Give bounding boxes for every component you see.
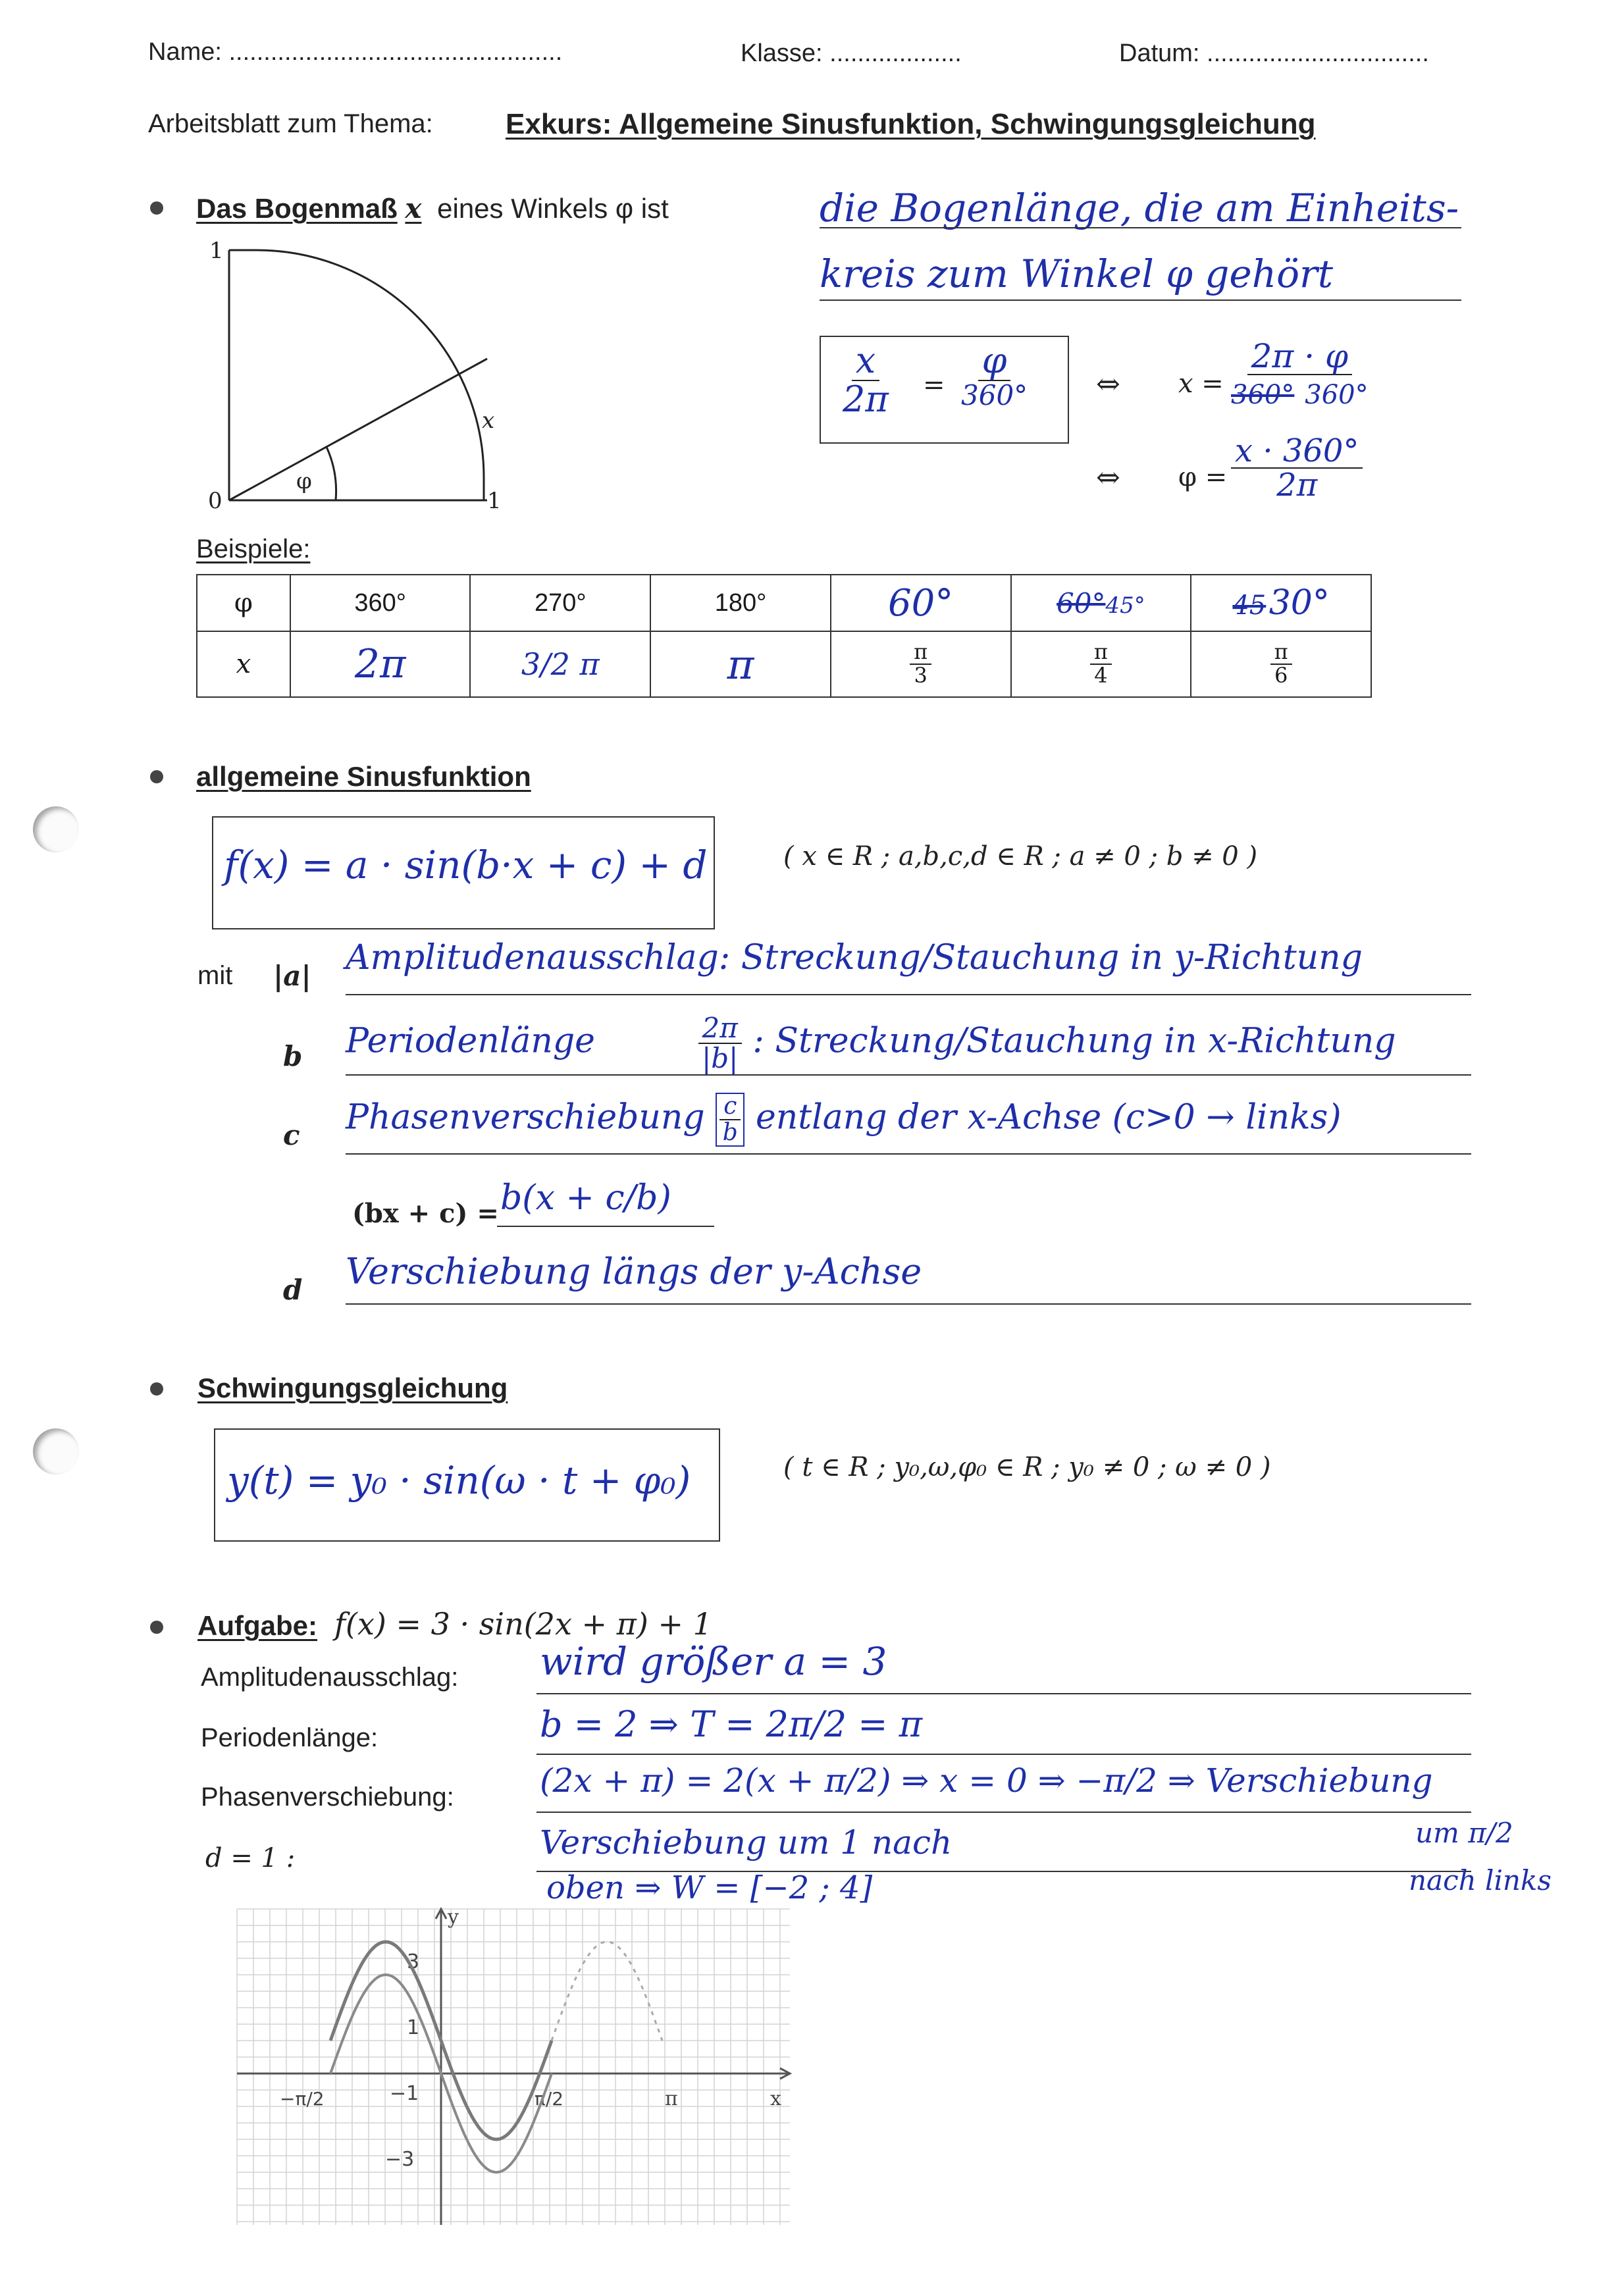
table-cell-phi-6[interactable]: 45 30° bbox=[1191, 575, 1371, 631]
mit-label: mit bbox=[197, 961, 233, 990]
proportion-fraction-right bbox=[961, 342, 1028, 410]
equiv-arrow-1: ⇔ bbox=[1096, 367, 1120, 401]
proportion-num-left: x bbox=[852, 342, 879, 381]
x-equals-label: x = bbox=[1178, 369, 1224, 399]
param-b-fraction: $\frac{2\pi}{|b|}$ bbox=[698, 1014, 742, 1073]
figure-quarter-arc bbox=[257, 250, 484, 500]
graph-tick-ym3: −3 bbox=[385, 2148, 415, 2171]
aufgabe-answer-amplitude: wird größer a = 3 bbox=[540, 1639, 887, 1684]
aufgabe-answer-d-line2: oben ⇒ W = [−2 ; 4] bbox=[546, 1869, 873, 1906]
figure-label-one-top: 1 bbox=[209, 238, 224, 264]
graph-tick-ym1: −1 bbox=[390, 2082, 419, 2105]
graph-axis-y-label: y bbox=[448, 1906, 459, 1929]
topic-title: Exkurs: Allgemeine Sinusfunktion, Schwingungsgleichung bbox=[506, 108, 1316, 140]
datum-field[interactable]: Datum: ................................ bbox=[1119, 39, 1429, 67]
schwingung-domain: ( t ∈ R ; y₀,ω,φ₀ ∈ R ; y₀ ≠ 0 ; ω ≠ 0 ) bbox=[783, 1452, 1271, 1482]
figure-label-zero: 0 bbox=[208, 488, 222, 514]
sinus-heading: allgemeine Sinusfunktion bbox=[196, 761, 531, 792]
param-b-answer-rest: : Streckung/Stauchung in x-Richtung bbox=[752, 1021, 1396, 1061]
x-formula-num: 2π · φ bbox=[1247, 339, 1352, 375]
bullet-aufgabe bbox=[150, 1621, 163, 1634]
bogenmass-heading-var: x bbox=[405, 192, 422, 224]
figure-label-one-right: 1 bbox=[487, 488, 502, 514]
equiv-arrow-2: ⇔ bbox=[1096, 461, 1120, 494]
table-cell-x-6: $\frac{\pi}{6}$ bbox=[1191, 631, 1371, 697]
aufgabe-answer-periode: b = 2 ⇒ T = 2π/2 = π bbox=[540, 1704, 923, 1745]
answer-line-c bbox=[346, 1153, 1471, 1155]
param-b-answer bbox=[346, 1014, 1396, 1073]
answer-line-bxc bbox=[497, 1226, 714, 1227]
unit-circle-figure bbox=[197, 237, 527, 527]
sinus-formula-hw: f(x) = a · sin(b·x + c) + d bbox=[224, 843, 708, 887]
aufgabe-side-note-1: um π/2 bbox=[1415, 1817, 1513, 1849]
graph-tick-y1: 1 bbox=[407, 2016, 420, 2039]
topic-label: Arbeitsblatt zum Thema: bbox=[148, 109, 433, 138]
figure-angle-arc bbox=[327, 447, 336, 500]
param-c-label: c bbox=[283, 1119, 300, 1151]
bogenmass-answer-line2: kreis zum Winkel φ gehört bbox=[820, 251, 1334, 296]
punch-hole-bottom bbox=[33, 1428, 79, 1474]
param-c-answer-rest: entlang der x-Achse (c>0 → links) bbox=[755, 1097, 1342, 1137]
table-cell-phi-3[interactable]: 180° bbox=[650, 575, 831, 631]
aufgabe-function: f(x) = 3 · sin(2x + π) + 1 bbox=[334, 1606, 712, 1642]
bullet-schwingung bbox=[150, 1382, 163, 1396]
phi-formula-num: x · 360° bbox=[1231, 434, 1363, 469]
aufgabe-label-phase: Phasenverschiebung: bbox=[201, 1783, 454, 1812]
bullet-sinus bbox=[150, 770, 163, 783]
bogenmass-heading-text: Das Bogenmaß bbox=[196, 193, 398, 224]
bxc-label: (bx + c) = bbox=[352, 1198, 499, 1229]
graph-tick-xpi: π bbox=[665, 2087, 678, 2110]
table-cell-x-3[interactable]: π bbox=[650, 631, 831, 697]
aufgabe-side-note-2: nach links bbox=[1409, 1864, 1552, 1896]
param-b-answer-text: Periodenlänge bbox=[346, 1021, 595, 1061]
name-field[interactable]: Name: ................................................ bbox=[148, 38, 563, 66]
x-formula-den-value: 360° bbox=[1305, 379, 1369, 410]
table-cell-phi-2[interactable]: 270° bbox=[470, 575, 650, 631]
answer-line-phase bbox=[536, 1812, 1471, 1813]
klasse-field[interactable]: Klasse: ................... bbox=[741, 39, 962, 67]
graph-axis-x-label: x bbox=[770, 2087, 781, 2110]
answer-line-d bbox=[346, 1303, 1471, 1305]
param-b-label: b bbox=[283, 1040, 303, 1072]
x-formula-den bbox=[1231, 375, 1369, 410]
graph-tick-xneg: −π/2 bbox=[280, 2088, 325, 2110]
answer-line-b bbox=[346, 1074, 1471, 1076]
proportion-den-left: 2π bbox=[843, 378, 889, 420]
phi-equals-label: φ = bbox=[1178, 462, 1228, 492]
table-header-x: x bbox=[197, 631, 290, 697]
figure-label-x: x bbox=[482, 407, 495, 434]
aufgabe-label-amplitude: Amplitudenausschlag: bbox=[201, 1663, 459, 1692]
table-cell-x-5: $\frac{\pi}{4}$ bbox=[1011, 631, 1191, 697]
answer-line-periode bbox=[536, 1754, 1471, 1755]
aufgabe-answer-d: Verschiebung um 1 nach bbox=[540, 1823, 953, 1862]
sinus-domain: ( x ∈ R ; a,b,c,d ∈ R ; a ≠ 0 ; b ≠ 0 ) bbox=[783, 841, 1258, 872]
aufgabe-label-periode: Periodenlänge: bbox=[201, 1723, 379, 1752]
bullet-bogenmass bbox=[150, 201, 163, 215]
param-c-fraction: $\frac{c}{b}$ bbox=[716, 1093, 745, 1147]
punch-hole-top bbox=[33, 806, 79, 852]
param-d-answer: Verschiebung längs der y-Achse bbox=[346, 1251, 922, 1292]
aufgabe-answer-phase: (2x + π) = 2(x + π/2) ⇒ x = 0 ⇒ −π/2 ⇒ Verschiebung bbox=[540, 1761, 1433, 1800]
bogenmass-answer-line1: die Bogenlänge, die am Einheits- bbox=[820, 186, 1459, 230]
aufgabe-heading: Aufgabe: bbox=[197, 1610, 317, 1641]
proportion-num-right: φ bbox=[978, 342, 1011, 381]
answer-line-2 bbox=[820, 300, 1461, 301]
aufgabe-label-d: d = 1 : bbox=[205, 1843, 296, 1873]
beispiele-table bbox=[196, 574, 1372, 698]
proportion-den-right: 360° bbox=[961, 378, 1028, 411]
phi-formula-den: 2π bbox=[1276, 467, 1318, 504]
proportion-equals: = bbox=[923, 370, 945, 400]
table-cell-phi-5[interactable]: 60°45° bbox=[1011, 575, 1191, 631]
table-row-x bbox=[197, 631, 1371, 697]
proportion-fraction-left bbox=[843, 342, 889, 418]
param-c-answer bbox=[346, 1093, 1342, 1147]
param-a-label: |a| bbox=[273, 960, 311, 992]
table-cell-phi-1[interactable]: 360° bbox=[290, 575, 471, 631]
table-cell-x-1[interactable]: 2π bbox=[290, 631, 471, 697]
figure-label-phi: φ bbox=[296, 468, 312, 494]
param-c-answer-text: Phasenverschiebung bbox=[346, 1097, 705, 1137]
bxc-answer: b(x + c/b) bbox=[500, 1178, 671, 1218]
phi-formula-fraction bbox=[1231, 434, 1363, 502]
table-row-phi bbox=[197, 575, 1371, 631]
x-formula-fraction bbox=[1231, 339, 1369, 409]
beispiele-label: Beispiele: bbox=[196, 535, 311, 563]
schwingung-heading: Schwingungsgleichung bbox=[197, 1372, 508, 1403]
param-d-label: d bbox=[283, 1274, 303, 1306]
figure-angle-ray bbox=[229, 359, 487, 500]
graph-tick-y3: 3 bbox=[407, 1950, 420, 1973]
table-cell-x-4: $\frac{\pi}{3}$ bbox=[831, 631, 1011, 697]
graph-tick-xpos: π/2 bbox=[535, 2088, 564, 2110]
schwingung-formula-hw: y(t) = y₀ · sin(ω · t + φ₀) bbox=[227, 1458, 691, 1503]
table-cell-x-2[interactable]: 3/2 π bbox=[470, 631, 650, 697]
bogenmass-heading-rest: eines Winkels φ ist bbox=[437, 193, 669, 224]
answer-line-amplitude bbox=[536, 1693, 1471, 1694]
table-header-phi: φ bbox=[197, 575, 290, 631]
bogenmass-heading bbox=[196, 192, 669, 224]
table-cell-phi-4[interactable]: 60° bbox=[831, 575, 1011, 631]
graph-grid bbox=[237, 1909, 790, 2225]
answer-line-1 bbox=[820, 227, 1461, 228]
answer-line-a bbox=[346, 994, 1471, 995]
sine-graph bbox=[197, 1896, 816, 2238]
param-a-answer: Amplitudenausschlag: Streckung/Stauchung in y-Richtung bbox=[346, 938, 1363, 978]
x-formula-den-struck: 360° bbox=[1231, 379, 1295, 410]
